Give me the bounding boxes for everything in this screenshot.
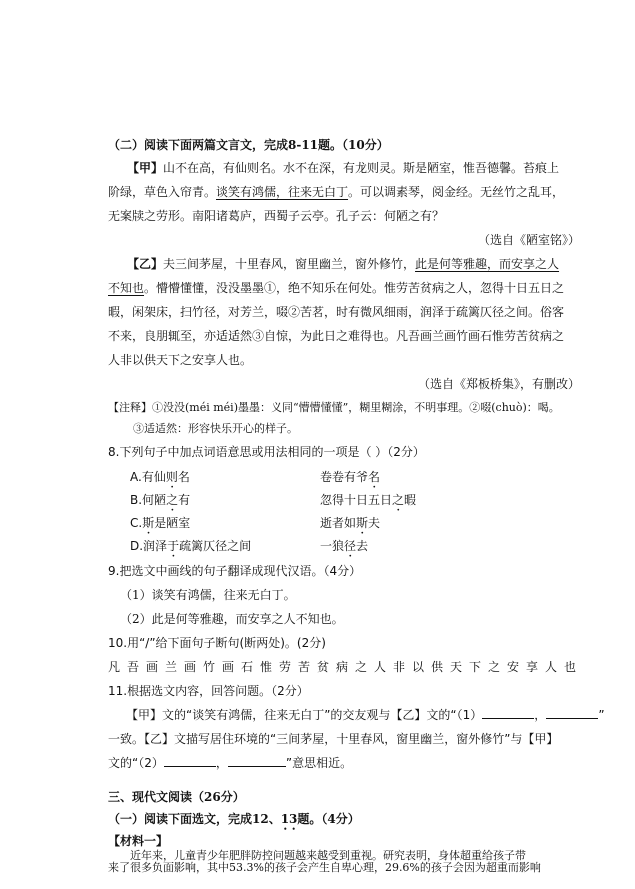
- q8-option-b: B.何陋之有: [130, 493, 191, 507]
- notes-line-2: ③适适然：形容快乐开心的样子。: [133, 422, 298, 435]
- jia-text-2a: 阶绿，草色入帘青。: [108, 185, 217, 199]
- q8-option-b-compare: 忽得十日五日之暇: [320, 493, 417, 507]
- q11-line-3: 文的“（2） ， ”意思相近。: [108, 752, 352, 774]
- q11-blank-1a[interactable]: [482, 704, 534, 719]
- jia-line-3: 无案牍之劳形。南阳诸葛庐，西蜀子云亭。孔子云：何陋之有？: [108, 209, 445, 223]
- q11-blank-1b[interactable]: [546, 704, 598, 719]
- q8-option-c-compare: 逝者如斯夫: [320, 516, 381, 530]
- jia-text-2b: 。可以调素琴，阅金经。无丝竹之乱耳，: [348, 185, 565, 199]
- material-1-p2: 来了很多负面影响，其中53.3%的孩子会产生自卑心理，29.6%的孩子会因为超重而影响: [108, 861, 541, 874]
- section3-subheading: （一）阅读下面选文，完成12、13题。（4分）: [108, 812, 360, 826]
- q9-item-2: （2）此是何等雅趣，而安享之人不知也。: [120, 612, 344, 626]
- yi-line-2: [108, 277, 564, 299]
- material-1-p1: 近年来，儿童青少年肥胖防控问题越来越受到重视。研究表明，身体超重给孩子带: [130, 849, 526, 862]
- q10-sentence: 凡吾画兰画竹画石惟劳苦贫病之人非以供天下之安享人也: [108, 660, 584, 674]
- q9-stem: 9.把选文中画线的句子翻译成现代汉语。（4分）: [108, 564, 362, 578]
- yi-text-2b: 。懵懵懂懂，没没墨墨①，绝不知乐在何处。惟劳苦贫病之人，忽得十日五日之: [144, 281, 565, 295]
- yi-text-1a: 夫三间茅屋，十里春风，窗里幽兰，窗外修竹，: [163, 257, 416, 271]
- notes-line-1: 【注释】①没没(méi méi)墨墨：义同“懵懵懂懂”，糊里糊涂，不明事理。②啜(chuò)：喝。: [108, 401, 560, 414]
- yi-underlined-2: 不知也: [108, 281, 145, 295]
- q8-option-a-compare: 卷卷有爷名: [320, 470, 381, 484]
- q11-line-1: 【甲】文的“谈笑有鸿儒，往来无白丁”的交友观与【乙】文的“（1） ， ”: [126, 704, 605, 726]
- yi-line-3: 暇，闲架床，扫竹径，对芳兰，啜②苦茗，时有微风细雨，润泽于疏篱仄径之间。俗客: [108, 305, 565, 319]
- q11-line-2: 一致。【乙】文描写居住环境的“三间茅屋，十里春风，窗里幽兰，窗外修竹”与【甲】: [108, 732, 559, 746]
- jia-tag: 【甲】: [127, 161, 164, 175]
- q8-option-d: D.润泽于疏篱仄径之间: [130, 539, 252, 553]
- q9-item-1: （1）谈笑有鸿儒，往来无白丁。: [120, 588, 296, 602]
- yi-line-4: 不来，良朋辄至，亦适适然③自惊，为此日之难得也。凡吾画兰画竹画石惟劳苦贫病之: [108, 329, 565, 343]
- yi-source: （选自《郑板桥集》，有删改）: [417, 377, 580, 391]
- q10-stem: 10.用“/”给下面句子断句(断两处)。(2分): [108, 636, 326, 650]
- jia-source: （选自《陋室铭》）: [477, 233, 580, 247]
- jia-line-2: [108, 181, 564, 203]
- section2-heading: （二）阅读下面两篇文言文，完成8-11题。（10分）: [108, 138, 389, 152]
- jia-underlined-sentence: 谈笑有鸿儒，往来无白丁: [216, 185, 349, 199]
- q8-option-d-compare: 一狼径去: [320, 539, 369, 553]
- q8-stem: 8.下列句子中加点词语意思或用法相同的一项是（ ）（2分）: [108, 445, 425, 459]
- jia-line-1: [127, 157, 559, 179]
- q8-option-c: C.斯是陋室: [130, 516, 191, 530]
- q11-blank-2a[interactable]: [164, 752, 216, 767]
- yi-line-1: [127, 253, 559, 275]
- section3-heading: 三、现代文阅读（26分）: [108, 790, 245, 804]
- yi-line-5: 人非以供天下之安享人也。: [108, 353, 253, 367]
- q11-stem: 11.根据选文内容，回答问题。（2分）: [108, 684, 309, 698]
- yi-tag: 【乙】: [127, 257, 164, 271]
- jia-text-1: 山不在高，有仙则名。水不在深，有龙则灵。斯是陋室，惟吾德馨。苔痕上: [163, 161, 560, 175]
- q11-blank-2b[interactable]: [228, 752, 286, 767]
- q8-option-a: A.有仙则名: [130, 470, 190, 484]
- yi-underlined-1: 此是何等雅趣，而安享之人: [415, 257, 560, 271]
- material-1-label: 【材料一】: [108, 834, 169, 848]
